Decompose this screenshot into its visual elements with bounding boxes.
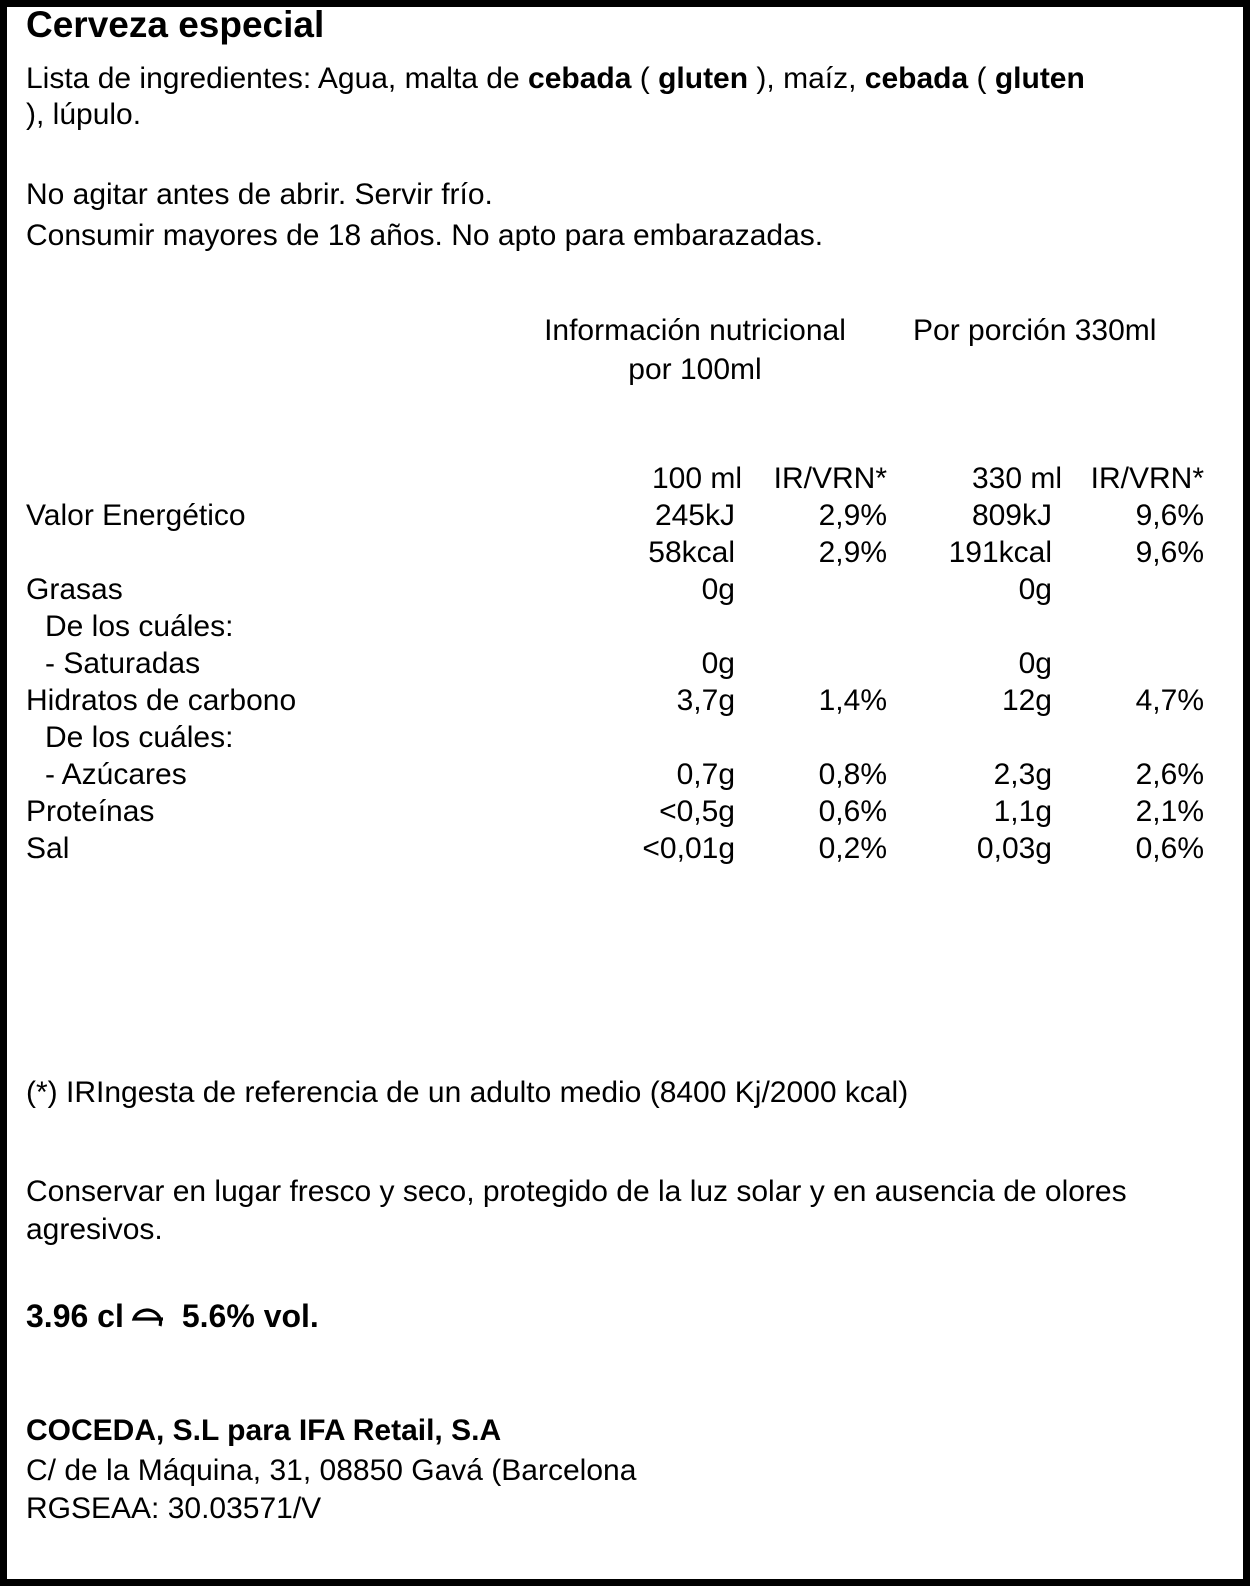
column-header: IR/VRN* [773,462,887,495]
producer: COCEDA, S.L para IFA Retail, S.A [26,1414,502,1447]
ir-per100: 0,6% [818,795,887,828]
column-header: 330 ml [971,462,1062,495]
ir-per100: 0,8% [818,758,887,791]
ingredients-line-2: ), lúpulo. [26,98,142,131]
ir-per100: 1,4% [818,684,887,717]
footnote: (*) IRIngesta de referencia de un adulto medio (8400 Kj/2000 kcal) [26,1076,909,1109]
storage-line: agresivos. [26,1213,163,1246]
storage-line: Conservar en lugar fresco y seco, protegido de la luz solar y en ausencia de olores [26,1175,1127,1208]
nutrient-label: Sal [26,832,70,865]
value-per100: <0,01g [642,832,735,865]
value-per100: 245kJ [654,499,735,532]
estimated-sign-icon [130,1304,166,1334]
nutrient-label: Proteínas [26,795,155,828]
nutrition-header-per100: por 100ml [628,353,762,386]
column-header: 100 ml [651,462,742,495]
ir-per330: 9,6% [1135,536,1204,569]
ingredients-text: ), maíz, [748,62,865,95]
ingredients-line-1 [26,61,1085,97]
nutrient-label: De los cuáles: [45,721,234,754]
value-per100: 58kcal [648,536,735,569]
ir-per100: 0,2% [818,832,887,865]
nutrient-label: Grasas [26,573,123,606]
value-per330: 0g [1018,573,1052,606]
column-header: IR/VRN* [1090,462,1204,495]
value-per100: 3,7g [676,684,735,717]
ir-per100: 2,9% [818,499,887,532]
nutrient-label: - Azúcares [45,758,187,791]
value-per330: 0,03g [976,832,1052,865]
nutrient-label: - Saturadas [45,647,201,680]
ingredients-text: Lista de ingredientes: Agua, malta de [26,62,529,95]
value-per100: 0g [701,647,735,680]
instruction-line: Consumir mayores de 18 años. No apto para embarazadas. [26,219,824,252]
value-per330: 809kJ [971,499,1052,532]
value-per330: 12g [1001,684,1052,717]
value-per330: 2,3g [993,758,1052,791]
ir-per330: 9,6% [1135,499,1204,532]
ir-per330: 0,6% [1135,832,1204,865]
instruction-line: No agitar antes de abrir. Servir frío. [26,178,493,211]
abv-value: 5.6% vol. [181,1298,319,1334]
allergen-cebada: cebada [864,62,969,95]
allergen-gluten: gluten [994,62,1085,95]
value-per330: 1,1g [993,795,1052,828]
registry: RGSEAA: 30.03571/V [26,1492,322,1525]
ir-per330: 4,7% [1135,684,1204,717]
nutrient-label: Valor Energético [26,499,246,532]
value-per330: 0g [1018,647,1052,680]
value-per100: 0g [701,573,735,606]
ingredients-text: ( [631,62,659,95]
value-per330: 191kcal [948,536,1052,569]
nutrient-label: De los cuáles: [45,610,234,643]
allergen-cebada: cebada [528,62,632,95]
value-per100: <0,5g [659,795,735,828]
ir-per330: 2,6% [1135,758,1204,791]
ingredients-text: ( [968,62,995,95]
nutrition-header-per100: Información nutricional [544,314,846,347]
value-per100: 0,7g [676,758,735,791]
volume-value: 3.96 cl [26,1298,124,1334]
nutrient-label: Hidratos de carbono [26,684,297,717]
allergen-gluten: gluten [658,62,749,95]
volume-line [26,1296,319,1336]
nutrition-header-portion: Por porción 330ml [913,314,1157,347]
address: C/ de la Máquina, 31, 08850 Gavá (Barcelona [26,1454,637,1487]
ir-per100: 2,9% [818,536,887,569]
product-title: Cerveza especial [26,4,325,45]
ir-per330: 2,1% [1135,795,1204,828]
